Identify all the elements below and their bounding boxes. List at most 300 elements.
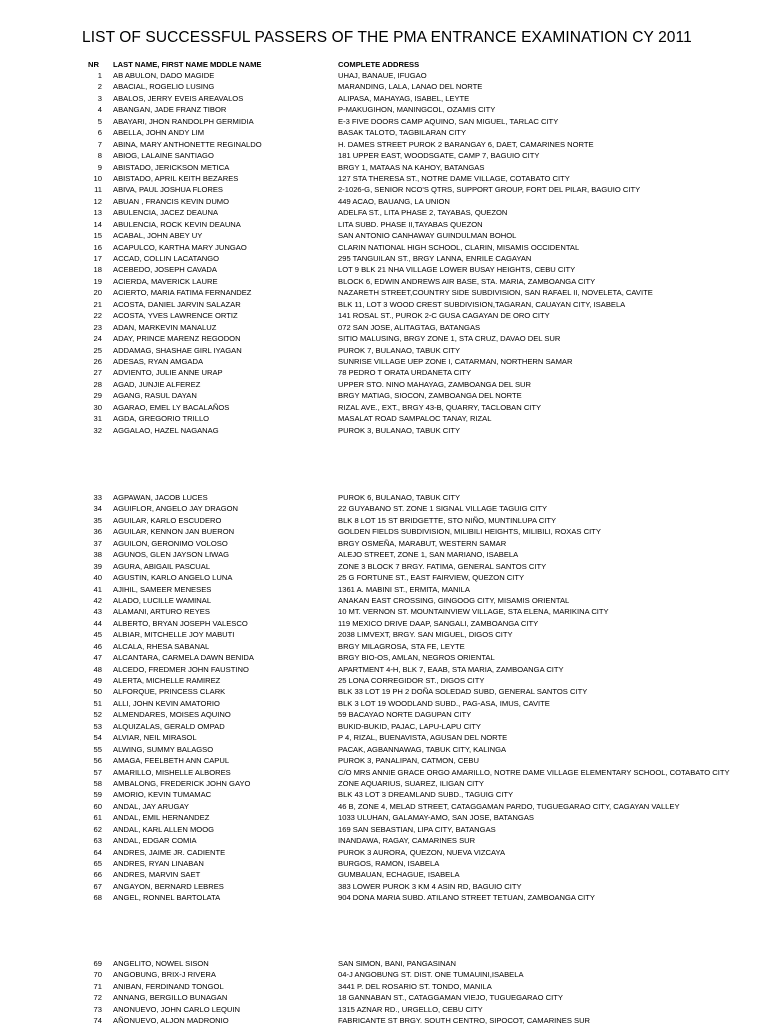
passer-address: SAN ANTONIO CANHAWAY GUINDULMAN BOHOL (338, 231, 517, 241)
passer-name: AGDA, GREGORIO TRILLO (113, 414, 210, 424)
passer-name: ABUAN , FRANCIS KEVIN DUMO (113, 196, 230, 206)
passer-row (0, 162, 768, 173)
passer-address: PUROK 6, BULANAO, TABUK CITY (338, 493, 461, 502)
row-number: 17 (93, 254, 102, 263)
passer-name: ANDRES, RYAN LINABAN (113, 859, 204, 868)
passer-row (0, 892, 768, 903)
passer-name: AMBALONG, FREDERICK JOHN GAYO (113, 778, 251, 788)
passer-address: 25 G FORTUNE ST., EAST FAIRVIEW, QUEZON CITY (338, 573, 525, 583)
row-number: 58 (93, 778, 102, 788)
passer-row (0, 721, 768, 732)
row-number: 48 (93, 664, 102, 674)
row-number: 61 (93, 813, 102, 823)
passer-address: 2-1026-G, SENIOR NCO'S QTRS, SUPPORT GROUP, FORT DEL PILAR, BAGUIO CITY (338, 185, 641, 195)
row-number: 18 (93, 265, 102, 275)
row-number: 74 (93, 1016, 102, 1026)
row-number: 68 (93, 893, 102, 903)
row-number: 13 (93, 208, 102, 218)
row-number: 71 (93, 981, 102, 991)
passer-address: BRGY MILAGROSA, STA FE, LEYTE (338, 641, 465, 651)
row-number: 36 (93, 527, 102, 537)
passer-name: ANDRES, JAIME JR. CADIENTE (113, 847, 226, 857)
passer-row (0, 196, 768, 207)
passer-name: ANGELITO, NOWEL SISON (113, 959, 209, 968)
passer-name: AGANG, RASUL DAYAN (113, 391, 197, 401)
row-number: 23 (93, 322, 102, 332)
passer-address: ALEJO STREET, ZONE 1, SAN MARIANO, ISABELA (338, 550, 519, 560)
passer-name: ANDAL, EDGAR COMIA (113, 836, 197, 846)
passer-address: ZONE 3 BLOCK 7 BRGY. FATIMA, GENERAL SANTOS CITY (338, 561, 547, 571)
passer-address: BUKID-BUKID, PAJAC, LAPU-LAPU CITY (338, 721, 481, 731)
page-title: LIST OF SUCCESSFUL PASSERS OF THE PMA ENTRANCE EXAMINATION CY 2011 (82, 29, 692, 46)
row-number: 19 (93, 276, 102, 286)
passer-name: AGUIFLOR, ANGELO JAY DRAGON (113, 504, 239, 514)
passer-name: ADAN, MARKEVIN MANALUZ (113, 322, 217, 332)
passer-row (0, 253, 768, 264)
passer-name: ADDAMAG, SHASHAE GIRL IYAGAN (113, 345, 242, 355)
row-number: 72 (93, 993, 102, 1003)
passer-name: ALERTA, MICHELLE RAMIREZ (113, 676, 221, 685)
passer-row (0, 992, 768, 1003)
passer-row (0, 869, 768, 880)
row-number: 24 (93, 334, 102, 344)
row-number: 52 (93, 710, 102, 720)
row-number: 53 (93, 721, 102, 731)
passer-row (0, 1004, 768, 1015)
passer-row (0, 709, 768, 720)
passer-name: AGUILON, GERONIMO VOLOSO (113, 538, 228, 548)
row-number: 8 (97, 151, 102, 161)
passer-address: BLK 11, LOT 3 WOOD CREST SUBDIVISION,TAGARAN, CAUAYAN CITY, ISABELA (338, 299, 626, 309)
passer-name: ANGOBUNG, BRIX-J RIVERA (113, 970, 216, 980)
passer-address: BURGOS, RAMON, ISABELA (338, 859, 440, 868)
row-number: 32 (93, 425, 102, 435)
row-number: 66 (93, 870, 102, 880)
row-number: 14 (93, 219, 102, 229)
passer-row (0, 139, 768, 150)
passer-address: 1033 ULUHAN, GALAMAY-AMO, SAN JOSE, BATANGAS (338, 813, 534, 823)
passer-address: 181 UPPER EAST, WOODSGATE, CAMP 7, BAGUIO CITY (338, 151, 540, 161)
row-number: 27 (93, 368, 102, 378)
passer-row (0, 789, 768, 800)
passer-address: 141 ROSAL ST., PUROK 2-C GUSA CAGAYAN DE ORO CITY (338, 311, 550, 321)
header-address: COMPLETE ADDRESS (338, 60, 420, 69)
passer-name: ABULENCIA, ROCK KEVIN DEAUNA (113, 219, 241, 229)
passer-address: ANAKAN EAST CROSSING, GINGOOG CITY, MISAMIS ORIENTAL (338, 595, 570, 605)
passer-name: ACIERTO, MARIA FATIMA FERNANDEZ (113, 288, 252, 298)
passer-row (0, 345, 768, 356)
passer-name: ACOSTA, YVES LAWRENCE ORTIZ (113, 311, 238, 321)
passer-row (0, 767, 768, 778)
row-number: 70 (93, 970, 102, 980)
passer-name: ANDAL, KARL ALLEN MOOG (113, 824, 215, 834)
passer-address: 18 GANNABAN ST., CATAGGAMAN VIEJO, TUGUEGARAO CITY (338, 993, 563, 1003)
row-number: 60 (93, 801, 102, 811)
passer-name: ACABAL, JOHN ABEY UY (113, 231, 203, 241)
passer-address: PACAK, AGBANNAWAG, TABUK CITY, KALINGA (338, 744, 507, 754)
passer-name: AMAGA, FEELBETH ANN CAPUL (113, 756, 230, 766)
passer-name: ANDAL, JAY ARUGAY (113, 801, 189, 811)
passer-row (0, 379, 768, 390)
row-number: 34 (93, 504, 102, 514)
row-number: 3 (97, 93, 102, 103)
row-number: 35 (93, 515, 102, 525)
passer-address: MARANDING, LALA, LANAO DEL NORTE (338, 82, 483, 92)
passer-address: ADELFA ST., LITA PHASE 2, TAYABAS, QUEZON (338, 208, 508, 218)
passer-address: 59 BACAYAO NORTE DAGUPAN CITY (338, 710, 472, 720)
passer-row (0, 367, 768, 378)
row-number: 56 (93, 756, 102, 766)
passer-name: ANGEL, RONNEL BARTOLATA (113, 893, 221, 903)
passer-name: AMORIO, KEVIN TUMAMAC (113, 790, 212, 800)
row-number: 15 (93, 231, 102, 241)
passer-address: 1361 A. MABINI ST., ERMITA, MANILA (338, 584, 470, 594)
passer-row (0, 969, 768, 980)
passer-row (0, 356, 768, 367)
row-number: 10 (93, 173, 102, 183)
row-number: 4 (97, 105, 102, 115)
row-number: 62 (93, 824, 102, 834)
passer-name: ABELLA, JOHN ANDY LIM (113, 128, 205, 138)
row-number: 43 (93, 607, 102, 617)
passer-row (0, 390, 768, 401)
passer-name: ABINA, MARY ANTHONETTE REGINALDO (113, 139, 262, 149)
passer-row (0, 686, 768, 697)
row-number: 57 (93, 767, 102, 777)
passer-address: BRGY BIO-OS, AMLAN, NEGROS ORIENTAL (338, 653, 495, 663)
passer-name: ABULENCIA, JACEZ DEAUNA (113, 208, 219, 218)
row-number: 45 (93, 630, 102, 640)
row-number: 59 (93, 790, 102, 800)
passer-name: ADESAS, RYAN AMGADA (113, 356, 204, 366)
passer-row (0, 503, 768, 514)
passer-list-section-1 (0, 70, 768, 436)
row-number: 16 (93, 242, 102, 252)
passer-address: ZONE AQUARIUS, SUAREZ, ILIGAN CITY (338, 778, 484, 788)
passer-row (0, 310, 768, 321)
passer-row (0, 958, 768, 969)
passer-address: H. DAMES STREET PUROK 2 BARANGAY 6, DAET, CAMARINES NORTE (338, 139, 594, 149)
passer-row (0, 219, 768, 230)
passer-row (0, 664, 768, 675)
passer-name: AJIHIL, SAMEER MENESES (113, 584, 212, 594)
passer-address: SUNRISE VILLAGE UEP ZONE I, CATARMAN, NORTHERN SAMAR (338, 356, 573, 366)
row-number: 47 (93, 653, 102, 663)
passer-address: SAN SIMON, BANI, PANGASINAN (338, 959, 457, 968)
passer-address: SITIO MALUSING, BRGY ZONE 1, STA CRUZ, DAVAO DEL SUR (338, 334, 561, 344)
passer-row (0, 230, 768, 241)
passer-name: AGURA, ABIGAIL PASCUAL (113, 561, 211, 571)
row-number: 11 (94, 185, 102, 195)
passer-address: 119 MEXICO DRIVE DAAP, SANGALI, ZAMBOANGA CITY (338, 618, 539, 628)
passer-name: ACIERDA, MAVERICK LAURE (113, 276, 218, 286)
row-number: 55 (93, 744, 102, 754)
passer-address: 2038 LIMVEXT, BRGY. SAN MIGUEL, DIGOS CITY (338, 630, 513, 640)
passer-name: AGGALAO, HAZEL NAGANAG (113, 425, 219, 435)
passer-row (0, 732, 768, 743)
passer-row (0, 755, 768, 766)
passer-address: 295 TANGUILAN ST., BRGY LANNA, ENRILE CAGAYAN (338, 254, 532, 263)
row-number: 25 (93, 345, 102, 355)
passer-row (0, 173, 768, 184)
passer-name: ABISTADO, APRIL KEITH BEZARES (113, 173, 239, 183)
passer-name: ABIVA, PAUL JOSHUA FLORES (113, 185, 224, 195)
passer-row (0, 675, 768, 686)
passer-row (0, 413, 768, 424)
passer-address: BLK 33 LOT 19 PH 2 DOÑA SOLEDAD SUBD, GENERAL SANTOS CITY (338, 687, 588, 697)
passer-row (0, 207, 768, 218)
passer-address: LITA SUBD. PHASE II,TAYABAS QUEZON (338, 219, 483, 229)
row-number: 44 (93, 618, 102, 628)
row-number: 20 (93, 288, 102, 298)
passer-name: ACOSTA, DANIEL JARVIN SALAZAR (113, 299, 241, 309)
passer-name: AGAD, JUNJIE ALFEREZ (113, 379, 201, 389)
passer-row (0, 847, 768, 858)
passer-row (0, 981, 768, 992)
row-number: 49 (93, 676, 102, 685)
passer-row (0, 81, 768, 92)
passer-name: AGUILAR, KENNON JAN BUERON (113, 527, 235, 537)
passer-address: GUMBAUAN, ECHAGUE, ISABELA (338, 870, 460, 880)
row-number: 33 (93, 493, 102, 502)
passer-name: ANIBAN, FERDINAND TONGOL (113, 981, 224, 991)
passer-row (0, 116, 768, 127)
passer-name: AGUILAR, KARLO ESCUDERO (113, 515, 222, 525)
passer-name: ABANGAN, JADE FRANZ TIBOR (113, 105, 227, 115)
passer-address: 22 GUYABANO ST. ZONE 1 SIGNAL VILLAGE TAGUIG CITY (338, 504, 548, 514)
row-number: 12 (93, 196, 102, 206)
passer-name: ADVIENTO, JULIE ANNE URAP (113, 368, 223, 378)
passer-row (0, 595, 768, 606)
passer-address: CLARIN NATIONAL HIGH SCHOOL, CLARIN, MISAMIS OCCIDENTAL (338, 242, 580, 252)
header-nr: NR (88, 60, 99, 69)
row-number: 65 (93, 859, 102, 868)
passer-row (0, 549, 768, 560)
passer-row (0, 812, 768, 823)
passer-address: BLOCK 6, EDWIN ANDREWS AIR BASE, STA. MARIA, ZAMBOANGA CITY (338, 276, 596, 286)
passer-row (0, 629, 768, 640)
row-number: 67 (93, 881, 102, 891)
passer-name: ALCANTARA, CARMELA DAWN BENIDA (113, 653, 254, 663)
passer-row (0, 835, 768, 846)
passer-name: ANDAL, EMIL HERNANDEZ (113, 813, 210, 823)
row-number: 46 (93, 641, 102, 651)
passer-name: ALCEDO, FREDMER JOHN FAUSTINO (113, 664, 249, 674)
passer-row (0, 184, 768, 195)
passer-row (0, 425, 768, 436)
passer-name: ACEBEDO, JOSEPH CAVADA (113, 265, 217, 275)
row-number: 40 (93, 573, 102, 583)
passer-name: ALQUIZALAS, GERALD OMPAD (113, 721, 225, 731)
row-number: 26 (93, 356, 102, 366)
row-number: 31 (93, 414, 102, 424)
row-number: 41 (93, 584, 102, 594)
row-number: 64 (93, 847, 102, 857)
passer-row (0, 104, 768, 115)
passer-row (0, 70, 768, 81)
passer-name: ALAMANI, ARTURO REYES (113, 607, 210, 617)
passer-name: ANNANG, BERGILLO BUNAGAN (113, 993, 228, 1003)
passer-address: UPPER STO. NINO MAHAYAG, ZAMBOANGA DEL SUR (338, 379, 531, 389)
passer-name: ALBERTO, BRYAN JOSEPH VALESCO (113, 618, 248, 628)
passer-row (0, 93, 768, 104)
passer-name: ALBIAR, MITCHELLE JOY MABUTI (113, 630, 235, 640)
row-number: 2 (97, 82, 102, 92)
row-number: 69 (93, 959, 102, 968)
passer-row (0, 287, 768, 298)
passer-name: ABISTADO, JERICKSON METICA (113, 162, 230, 172)
passer-name: AMARILLO, MISHELLE ALBORES (113, 767, 231, 777)
passer-address: 072 SAN JOSE, ALITAGTAG, BATANGAS (338, 322, 481, 332)
passer-row (0, 698, 768, 709)
passer-address: MASALAT ROAD SAMPALOC TANAY, RIZAL (338, 414, 492, 424)
passer-name: ALCALA, RHESA SABANAL (113, 641, 210, 651)
passer-name: ABALOS, JERRY EVEIS AREAVALOS (113, 93, 244, 103)
passer-address: P-MAKUGIHON, MANINGCOL, OZAMIS CITY (338, 105, 496, 115)
passer-row (0, 150, 768, 161)
passer-address: 383 LOWER PUROK 3 KM 4 ASIN RD, BAGUIO CITY (338, 881, 522, 891)
passer-name: ALVIAR, NEIL MIRASOL (113, 733, 197, 743)
passer-address: 25 LONA CORREGIDOR ST., DIGOS CITY (338, 676, 485, 685)
passer-address: 904 DONA MARIA SUBD. ATILANO STREET TETUAN, ZAMBOANGA CITY (338, 893, 595, 903)
passer-row (0, 561, 768, 572)
row-number: 38 (93, 550, 102, 560)
passer-address: BLK 8 LOT 15 ST BRIDGETTE, STO NIÑO, MUNTINLUPA CITY (338, 515, 557, 525)
row-number: 73 (93, 1004, 102, 1014)
passer-row (0, 606, 768, 617)
passer-row (0, 299, 768, 310)
passer-name: AGARAO, EMEL LY BACALAÑOS (113, 402, 230, 412)
row-number: 50 (93, 687, 102, 697)
row-number: 22 (93, 311, 102, 321)
passer-row (0, 538, 768, 549)
row-number: 21 (93, 299, 102, 309)
row-number: 54 (93, 733, 102, 743)
row-number: 42 (93, 595, 102, 605)
row-number: 30 (93, 402, 102, 412)
passer-address: PUROK 3, BULANAO, TABUK CITY (338, 425, 461, 435)
passer-name: ALMENDARES, MOISES AQUINO (113, 710, 231, 720)
row-number: 7 (97, 139, 102, 149)
passer-address: 1315 AZNAR RD., URGELLO, CEBU CITY (338, 1004, 483, 1014)
row-number: 39 (93, 561, 102, 571)
passer-address: APARTMENT 4-H, BLK 7, EAAB, STA MARIA, ZAMBOANGA CITY (338, 664, 564, 674)
passer-name: ALWING, SUMMY BALAGSO (113, 744, 214, 754)
passer-address: INANDAWA, RAGAY, CAMARINES SUR (338, 836, 476, 846)
passer-address: BLK 3 LOT 19 WOODLAND SUBD., PAG-ASA, IMUS, CAVITE (338, 698, 550, 708)
row-number: 28 (93, 379, 102, 389)
row-number: 63 (93, 836, 102, 846)
passer-row (0, 402, 768, 413)
passer-address: LOT 9 BLK 21 NHA VILLAGE LOWER BUSAY HEIGHTS, CEBU CITY (338, 265, 576, 275)
passer-row (0, 618, 768, 629)
passer-address: GOLDEN FIELDS SUBDIVISION, MILIBILI HEIGHTS, MILIBILI, ROXAS CITY (338, 527, 601, 537)
passer-name: ABIOG, LALAINE SANTIAGO (113, 151, 214, 161)
passer-row (0, 801, 768, 812)
passer-address: C/O MRS ANNIE GRACE ORGO AMARILLO, NOTRE DAME VILLAGE ELEMENTARY SCHOOL, COTABATO CITY (338, 767, 730, 777)
passer-name: ALLI, JOHN KEVIN AMATORIO (113, 698, 220, 708)
row-number: 51 (93, 698, 102, 708)
passer-address: BRGY OSMEÑA, MARABUT, WESTERN SAMAR (338, 538, 507, 548)
header-name: LAST NAME, FIRST NAME MDDLE NAME (113, 60, 262, 69)
passer-name: ADAY, PRINCE MARENZ REGODON (113, 334, 241, 344)
passer-address: 127 STA THERESA ST., NOTRE DAME VILLAGE, COTABATO CITY (338, 173, 570, 183)
passer-row (0, 778, 768, 789)
passer-name: AÑONUEVO, ALJON MADRONIO (113, 1016, 229, 1026)
passer-name: ANGAYON, BERNARD LEBRES (113, 881, 224, 891)
passer-row (0, 322, 768, 333)
row-number: 29 (93, 391, 102, 401)
passer-row (0, 881, 768, 892)
passer-row (0, 584, 768, 595)
passer-address: PUROK 3, PANALIPAN, CATMON, CEBU (338, 756, 479, 766)
passer-name: ACAPULCO, KARTHA MARY JUNGAO (113, 242, 247, 252)
passer-name: AGUNOS, GLEN JAYSON LIWAG (113, 550, 230, 560)
passer-address: 449 ACAO, BAUANG, LA UNION (338, 196, 450, 206)
passer-address: E-3 FIVE DOORS CAMP AQUINO, SAN MIGUEL, TARLAC CITY (338, 116, 559, 126)
passer-address: PUROK 3 AURORA, QUEZON, NUEVA VIZCAYA (338, 847, 506, 857)
row-number: 1 (97, 71, 102, 80)
row-number: 37 (93, 538, 102, 548)
passer-address: ALIPASA, MAHAYAG, ISABEL, LEYTE (338, 93, 470, 103)
passer-address: 46 B, ZONE 4, MELAD STREET, CATAGGAMAN PARDO, TUGUEGARAO CITY, CAGAYAN VALLEY (338, 801, 680, 811)
passer-row (0, 641, 768, 652)
passer-address: RIZAL AVE., EXT., BRGY 43-B, QUARRY, TACLOBAN CITY (338, 402, 542, 412)
passer-address: 169 SAN SEBASTIAN, LIPA CITY, BATANGAS (338, 824, 496, 834)
passer-name: ABAYARI, JHON RANDOLPH GERMIDIA (113, 116, 254, 126)
passer-row (0, 572, 768, 583)
passer-name: AGPAWAN, JACOB LUCES (113, 493, 208, 502)
passer-name: ABACIAL, ROGELIO LUSING (113, 82, 215, 92)
passer-row (0, 264, 768, 275)
passer-name: AB ABULON, DADO MAGIDE (113, 71, 215, 80)
passer-row (0, 492, 768, 503)
passer-row (0, 515, 768, 526)
passer-name: ANONUEVO, JOHN CARLO LEQUIN (113, 1004, 241, 1014)
passer-row (0, 744, 768, 755)
passer-row (0, 333, 768, 344)
passer-address: 3441 P. DEL ROSARIO ST. TONDO, MANILA (338, 981, 492, 991)
passer-row (0, 127, 768, 138)
passer-address: NAZARETH STREET,COUNTRY SIDE SUBDIVISION, SAN RAFAEL II, NOVELETA, CAVITE (338, 288, 653, 298)
passer-address: P 4, RIZAL, BUENAVISTA, AGUSAN DEL NORTE (338, 733, 508, 743)
passer-name: ALADO, LUCILLE WAMINAL (113, 595, 212, 605)
passer-address: UHAJ, BANAUE, IFUGAO (338, 71, 427, 80)
passer-address: PUROK 7, BULANAO, TABUK CITY (338, 345, 461, 355)
passer-row (0, 858, 768, 869)
passer-address: BRGY MATIAG, SIOCON, ZAMBOANGA DEL NORTE (338, 391, 522, 401)
passer-address: BASAK TALOTO, TAGBILARAN CITY (338, 128, 467, 138)
row-number: 6 (97, 128, 102, 138)
passer-row (0, 652, 768, 663)
passer-name: AGUSTIN, KARLO ANGELO LUNA (113, 573, 233, 583)
row-number: 5 (97, 116, 102, 126)
passer-address: FABRICANTE ST BRGY. SOUTH CENTRO, SIPOCOT, CAMARINES SUR (338, 1016, 591, 1026)
passer-address: BLK 43 LOT 3 DREAMLAND SUBD., TAGUIG CITY (338, 790, 514, 800)
passer-address: 04-J ANGOBUNG ST. DIST. ONE TUMAUINI,ISABELA (338, 970, 524, 980)
passer-address: BRGY 1, MATAAS NA KAHOY, BATANGAS (338, 162, 485, 172)
row-number: 9 (97, 162, 102, 172)
passer-list-section-2 (0, 492, 768, 904)
passer-address: 78 PEDRO T ORATA URDANETA CITY (338, 368, 472, 378)
passer-row (0, 1015, 768, 1026)
passer-row (0, 242, 768, 253)
passer-row (0, 526, 768, 537)
passer-name: ALFORQUE, PRINCESS CLARK (113, 687, 226, 697)
passer-name: ANDRES, MARVIN SAET (113, 870, 201, 880)
passer-list-section-3 (0, 958, 768, 1027)
passer-row (0, 276, 768, 287)
